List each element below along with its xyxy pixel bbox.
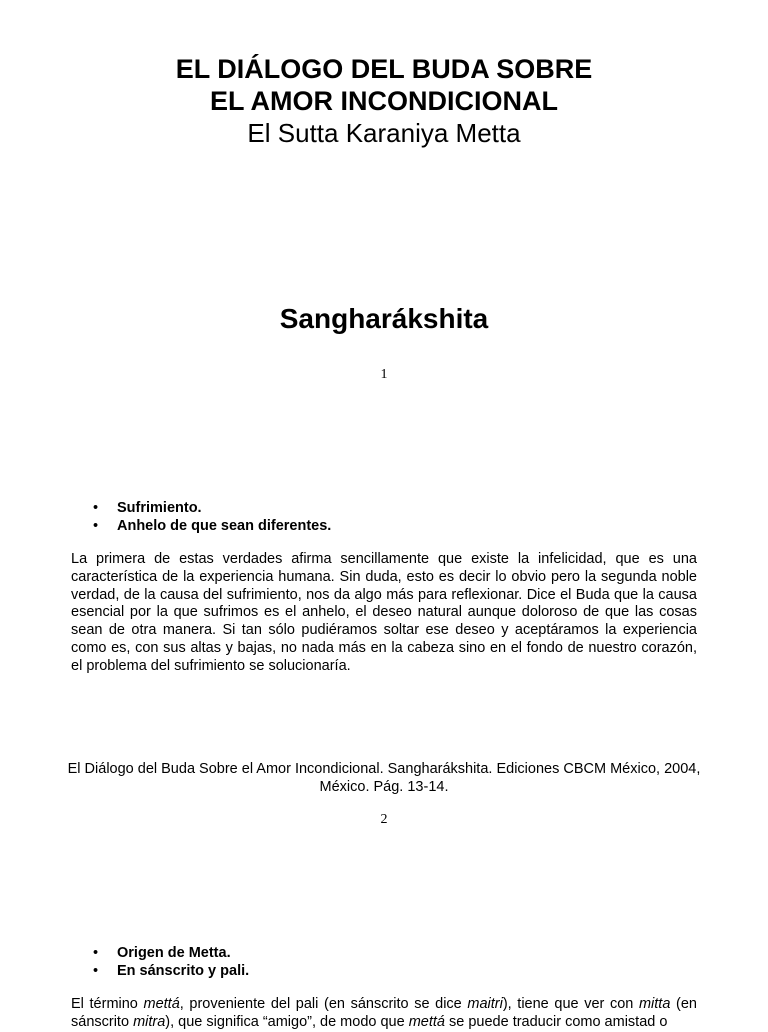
- italic-term: mitra: [133, 1013, 166, 1030]
- list-item: [93, 517, 331, 535]
- paragraph-text: se puede traducir como amistad o: [444, 1013, 668, 1030]
- italic-term: mettá: [143, 996, 180, 1012]
- body-paragraph: La primera de estas verdades afirma sencillamente que existe la infelicidad, que es una característica de la experiencia humana. Sin duda, esto es decir lo obvio pero la segunda noble verdad, de la causa del sufrimiento, nos da algo más para reflexionar. Dice el Buda que la causa esencial por la que sufrimos es el anhelo, el deseo natural aunque doloroso de que las cosas sean de otra manera. Si tan sólo pudiéramos soltar ese deseo y aceptáramos la experiencia como es, con sus altas y bajas, no nada más en la cabeza sino en el fondo de nuestro corazón, el problema del sufrimiento se solucionaría.: [71, 551, 697, 674]
- bullet-list: [93, 499, 331, 535]
- list-item: [93, 944, 249, 962]
- bullet-icon: •: [93, 518, 99, 534]
- list-item: [93, 499, 331, 517]
- italic-term: maitri: [467, 996, 503, 1012]
- list-item-text: Sufrimiento.: [117, 500, 202, 516]
- bullet-list: [93, 944, 249, 980]
- page-number: 2: [380, 812, 388, 827]
- page-number: 1: [380, 367, 388, 382]
- document-title-line-2: EL AMOR INCONDICIONAL: [210, 86, 558, 116]
- bullet-icon: •: [93, 500, 99, 516]
- italic-term: mettá: [408, 1013, 445, 1030]
- document-title-line-1: EL DIÁLOGO DEL BUDA SOBRE: [175, 54, 593, 84]
- footnote-citation: El Diálogo del Buda Sobre el Amor Incondicional. Sangharákshita. Ediciones CBCM México, 2004, México. Pág. 13-14.: [67, 761, 701, 795]
- list-item-text: Origen de Metta.: [117, 945, 231, 961]
- body-paragraph: [71, 996, 697, 1032]
- paragraph-text: ), tiene que ver con: [502, 996, 639, 1012]
- bullet-icon: •: [93, 963, 99, 979]
- list-item: [93, 962, 249, 980]
- bullet-icon: •: [93, 945, 99, 961]
- list-item-text: Anhelo de que sean diferentes.: [117, 518, 332, 534]
- list-item-text: En sánscrito y pali.: [117, 963, 250, 979]
- paragraph-text: , proveniente del pali (en sánscrito se dice: [179, 996, 468, 1012]
- document-subtitle: El Sutta Karaniya Metta: [247, 118, 521, 148]
- author-name: Sangharákshita: [279, 303, 489, 334]
- italic-term: mitta: [638, 996, 671, 1012]
- paragraph-text: (en sánscrito: [71, 996, 697, 1030]
- paragraph-text: ), que significa “amigo”, de modo que: [165, 1013, 409, 1030]
- paragraph-text: El término: [71, 996, 144, 1012]
